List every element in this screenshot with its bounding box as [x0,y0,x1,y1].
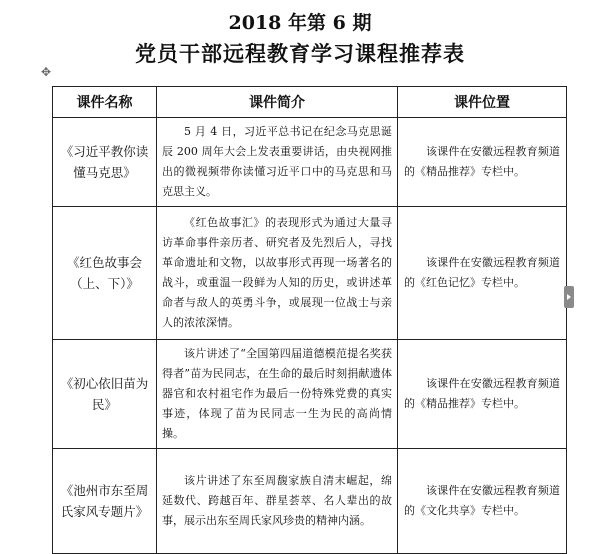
course-name-cell: 《池州市东至周氏家风专题片》 [53,449,157,554]
table-row [53,449,567,554]
course-intro-cell: 该片讲述了东至周馥家族自清末崛起，绵延数代、跨越百年、群星荟萃、名人辈出的故事，展示出东至周氏家风珍贵的精神内涵。 [157,449,398,554]
document-issue-title: 2018 年第 6 期 [228,12,372,34]
course-location-cell: 该课件在安徽远程教育频道的《精品推荐》专栏中。 [398,340,567,449]
table-row [53,207,567,340]
course-name-cell: 《红色故事会（上、下）》 [53,207,157,340]
header-course-name: 课件名称 [53,87,157,118]
table-row [53,340,567,449]
expand-arrow-icon[interactable] [564,286,574,308]
document-main-title: 党员干部远程教育学习课程推荐表 [135,41,465,66]
course-recommendation-table [52,86,567,554]
course-intro-cell: 5 月 4 日，习近平总书记在纪念马克思诞辰 200 周年大会上发表重要讲话，由央视网推出的微视频带你读懂习近平口中的马克思和马克思主义。 [157,118,398,207]
course-intro-cell: 该片讲述了“全国第四届道德模范提名奖获得者”苗为民同志，在生命的最后时刻捐献遗体器官和农村祖宅作为最后一份特殊党费的真实事迹，体现了苗为民同志一生为民的高尚情操。 [157,340,398,449]
course-location-cell: 该课件在安徽远程教育频道的《文化共享》专栏中。 [398,449,567,554]
course-name-cell: 《习近平教你读懂马克思》 [53,118,157,207]
table-move-handle-icon[interactable]: ✥ [40,65,52,79]
course-location-cell: 该课件在安徽远程教育频道的《精品推荐》专栏中。 [398,118,567,207]
course-location-cell: 该课件在安徽远程教育频道的《红色记忆》专栏中。 [398,207,567,340]
table-header-row [53,87,567,118]
header-course-intro: 课件简介 [157,87,398,118]
table-row [53,118,567,207]
header-course-location: 课件位置 [398,87,567,118]
course-name-cell: 《初心依旧苗为民》 [53,340,157,449]
course-intro-cell: 《红色故事汇》的表现形式为通过大量寻访革命事件亲历者、研究者及先烈后人，寻找革命遗址和文物，以故事形式再现一场著名的战斗，或重温一段鲜为人知的历史，或讲述革命者与敌人的英勇斗争，或展现一位战士与亲人的浓浓深情。 [157,207,398,340]
